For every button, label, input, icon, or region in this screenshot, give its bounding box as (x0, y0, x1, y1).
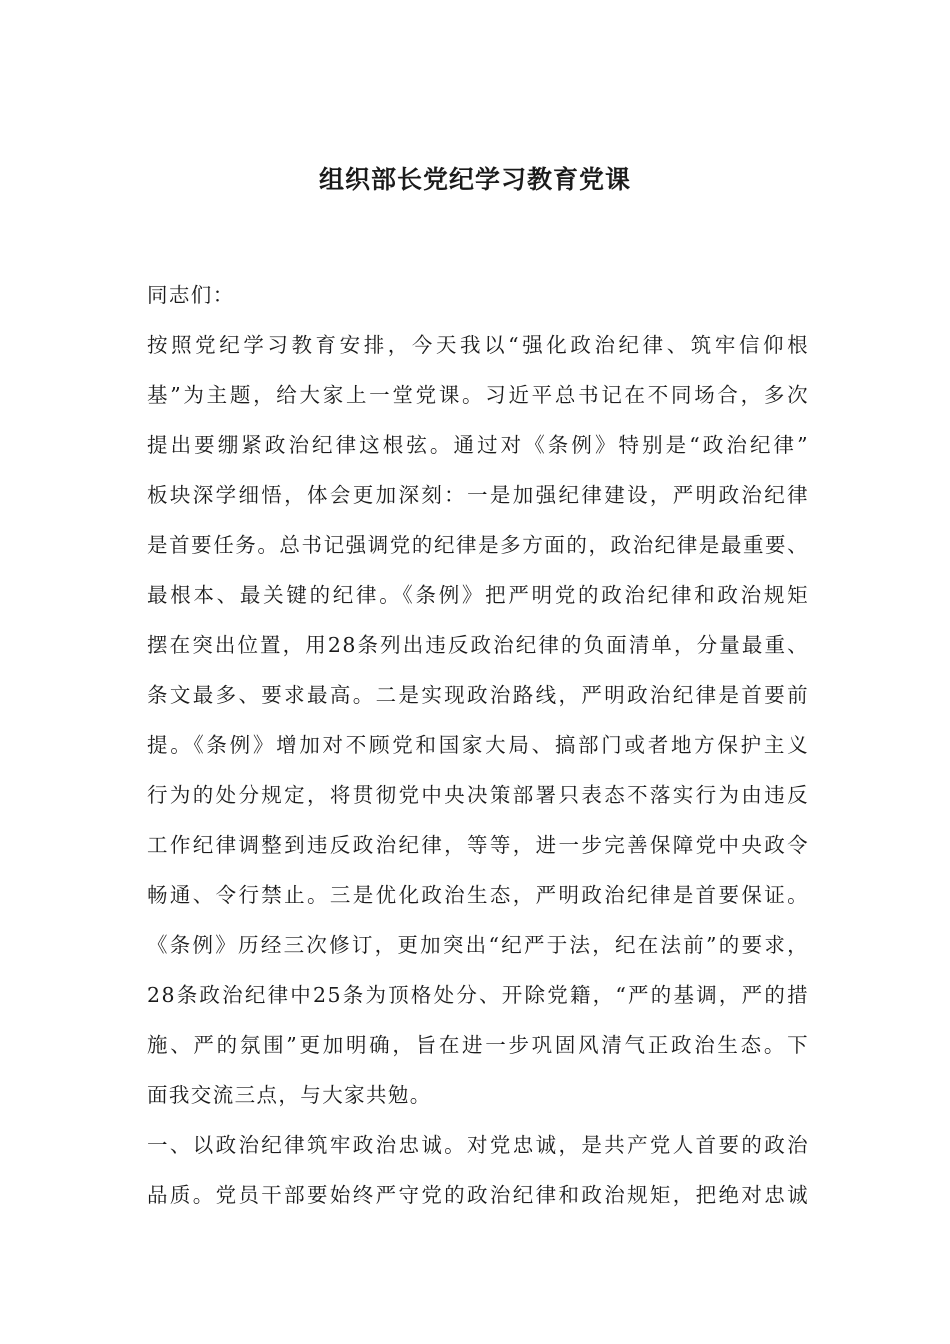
body-line: 面我交流三点，与大家共勉。 (147, 1083, 432, 1107)
body-line: 是首要任务。总书记强调党的纪律是多方面的，政治纪律是最重要、 (147, 533, 809, 557)
body-line: 行为的处分规定，将贯彻党中央决策部署只表态不落实行为由违反 (147, 783, 809, 807)
document-title: 组织部长党纪学习教育党课 (318, 165, 631, 194)
body-line: 工作纪律调整到违反政治纪律，等等，进一步完善保障党中央政令 (147, 833, 809, 857)
document-body (147, 270, 809, 1220)
body-line: 施、严的氛围”更加明确，旨在进一步巩固风清气正政治生态。下 (147, 1033, 809, 1057)
body-line: 基”为主题，给大家上一堂党课。习近平总书记在不同场合，多次 (147, 383, 809, 407)
body-line: 最根本、最关键的纪律。《条例》把严明党的政治纪律和政治规矩 (147, 583, 809, 607)
body-line: 28条政治纪律中25条为顶格处分、开除党籍，“严的基调，严的措 (147, 983, 809, 1007)
body-line: 畅通、令行禁止。三是优化政治生态，严明政治纪律是首要保证。 (147, 883, 809, 907)
body-line: 《条例》历经三次修订，更加突出“纪严于法，纪在法前”的要求， (147, 933, 809, 957)
salutation-line: 同志们： (147, 283, 235, 307)
body-line: 按照党纪学习教育安排，今天我以“强化政治纪律、筑牢信仰根 (147, 333, 809, 357)
body-line: 条文最多、要求最高。二是实现政治路线，严明政治纪律是首要前 (147, 683, 809, 707)
body-line: 提。《条例》增加对不顾党和国家大局、搞部门或者地方保护主义 (147, 733, 809, 757)
body-line: 摆在突出位置，用28条列出违反政治纪律的负面清单，分量最重、 (147, 633, 809, 657)
body-line: 板块深学细悟，体会更加深刻：一是加强纪律建设，严明政治纪律 (147, 483, 809, 507)
body-line: 品质。党员干部要始终严守党的政治纪律和政治规矩，把绝对忠诚 (147, 1183, 809, 1207)
body-line: 提出要绷紧政治纪律这根弦。通过对《条例》特别是“政治纪律” (147, 433, 809, 457)
section-heading-line: 一、以政治纪律筑牢政治忠诚。对党忠诚，是共产党人首要的政治 (147, 1133, 809, 1157)
